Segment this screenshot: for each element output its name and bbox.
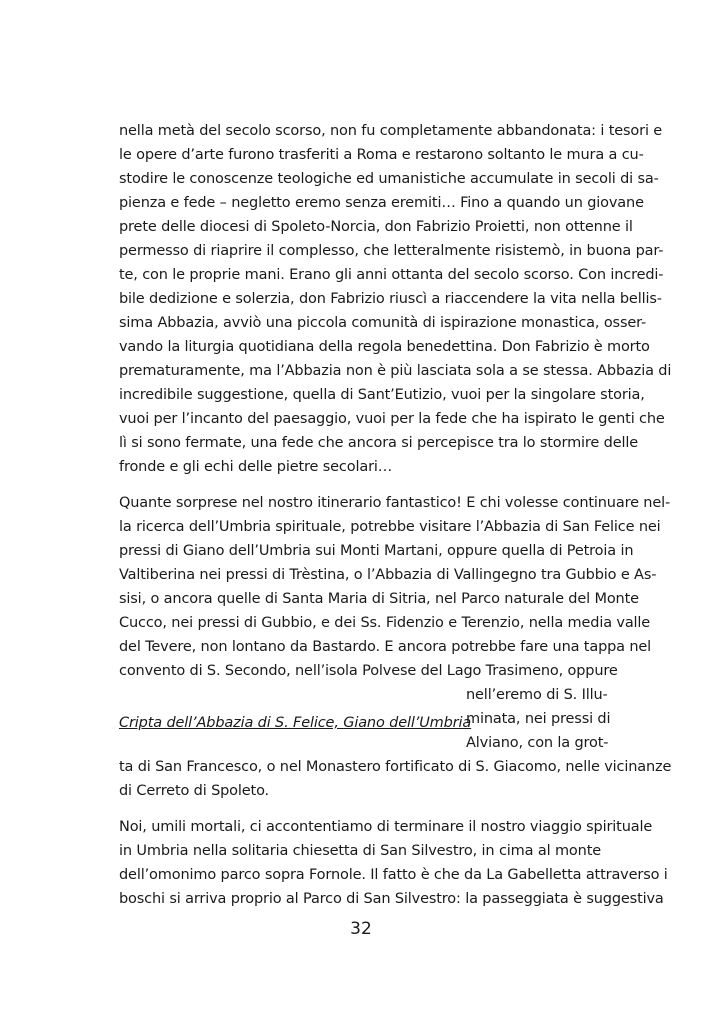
text-line-right: minata, nei pressi di bbox=[466, 711, 611, 727]
text-line: boschi si arriva proprio al Parco di San Silvestro: la passeggiata è suggestiva bbox=[119, 891, 664, 907]
text-line: pressi di Giano dell’Umbria sui Monti Martani, oppure quella di Petroia in bbox=[119, 543, 634, 559]
text-line: Valtiberina nei pressi di Trèstina, o l’Abbazia di Vallingegno tra Gubbio e As- bbox=[119, 567, 657, 583]
text-line: pienza e fede – negletto eremo senza eremiti… Fino a quando un giovane bbox=[119, 195, 644, 211]
text-line: incredibile suggestione, quella di Sant’Eutizio, vuoi per la singolare storia, bbox=[119, 387, 645, 403]
text-line: te, con le proprie mani. Erano gli anni ottanta del secolo scorso. Con incredi- bbox=[119, 267, 664, 283]
text-line: prete delle diocesi di Spoleto-Norcia, don Fabrizio Proietti, non ottenne il bbox=[119, 219, 633, 235]
text-line: fronde e gli echi delle pietre secolari… bbox=[119, 459, 393, 475]
text-line: nella metà del secolo scorso, non fu completamente abbandonata: i tesori e bbox=[119, 123, 663, 139]
text-line: ta di San Francesco, o nel Monastero fortificato di S. Giacomo, nelle vicinanze bbox=[119, 759, 672, 775]
text-line: sima Abbazia, avviò una piccola comunità di ispirazione monastica, osser- bbox=[119, 315, 647, 331]
text-line: vando la liturgia quotidiana della regola benedettina. Don Fabrizio è morto bbox=[119, 339, 650, 355]
text-line: la ricerca dell’Umbria spirituale, potrebbe visitare l’Abbazia di San Felice nei bbox=[119, 519, 661, 535]
page-number: 32 bbox=[350, 919, 372, 939]
text-line: permesso di riaprire il complesso, che letteralmente risistemò, in buona par- bbox=[119, 243, 664, 259]
text-line: bile dedizione e solerzia, don Fabrizio riuscì a riaccendere la vita nella bellis- bbox=[119, 291, 662, 307]
text-line: lì si sono fermate, una fede che ancora si percepisce tra lo stormire delle bbox=[119, 435, 639, 451]
text-line: convento di S. Secondo, nell’isola Polvese del Lago Trasimeno, oppure bbox=[119, 663, 618, 679]
text-line-right: nell’eremo di S. Illu- bbox=[466, 687, 608, 703]
text-line: Noi, umili mortali, ci accontentiamo di terminare il nostro viaggio spirituale bbox=[119, 819, 653, 835]
text-line: dell’omonimo parco sopra Fornole. Il fatto è che da La Gabelletta attraverso i bbox=[119, 867, 668, 883]
text-line: le opere d’arte furono trasferiti a Roma e restarono soltanto le mura a cu- bbox=[119, 147, 644, 163]
text-line: di Cerreto di Spoleto. bbox=[119, 783, 270, 799]
text-line: stodire le conoscenze teologiche ed umanistiche accumulate in secoli di sa- bbox=[119, 171, 659, 187]
text-line-right: Alviano, con la grot- bbox=[466, 735, 609, 751]
text-line: Cucco, nei pressi di Gubbio, e dei Ss. Fidenzio e Terenzio, nella media valle bbox=[119, 615, 651, 631]
text-line: sisi, o ancora quelle di Santa Maria di Sitria, nel Parco naturale del Monte bbox=[119, 591, 639, 607]
text-line: in Umbria nella solitaria chiesetta di San Silvestro, in cima al monte bbox=[119, 843, 601, 859]
image-caption: Cripta dell’Abbazia di S. Felice, Giano dell’Umbria bbox=[119, 715, 472, 731]
text-line: vuoi per l’incanto del paesaggio, vuoi per la fede che ha ispirato le genti che bbox=[119, 411, 665, 427]
text-line: del Tevere, non lontano da Bastardo. E ancora potrebbe fare una tappa nel bbox=[119, 639, 652, 655]
text-line: prematuramente, ma l’Abbazia non è più lasciata sola a se stessa. Abbazia di bbox=[119, 363, 672, 379]
text-line: Quante sorprese nel nostro itinerario fantastico! E chi volesse continuare nel- bbox=[119, 495, 671, 511]
